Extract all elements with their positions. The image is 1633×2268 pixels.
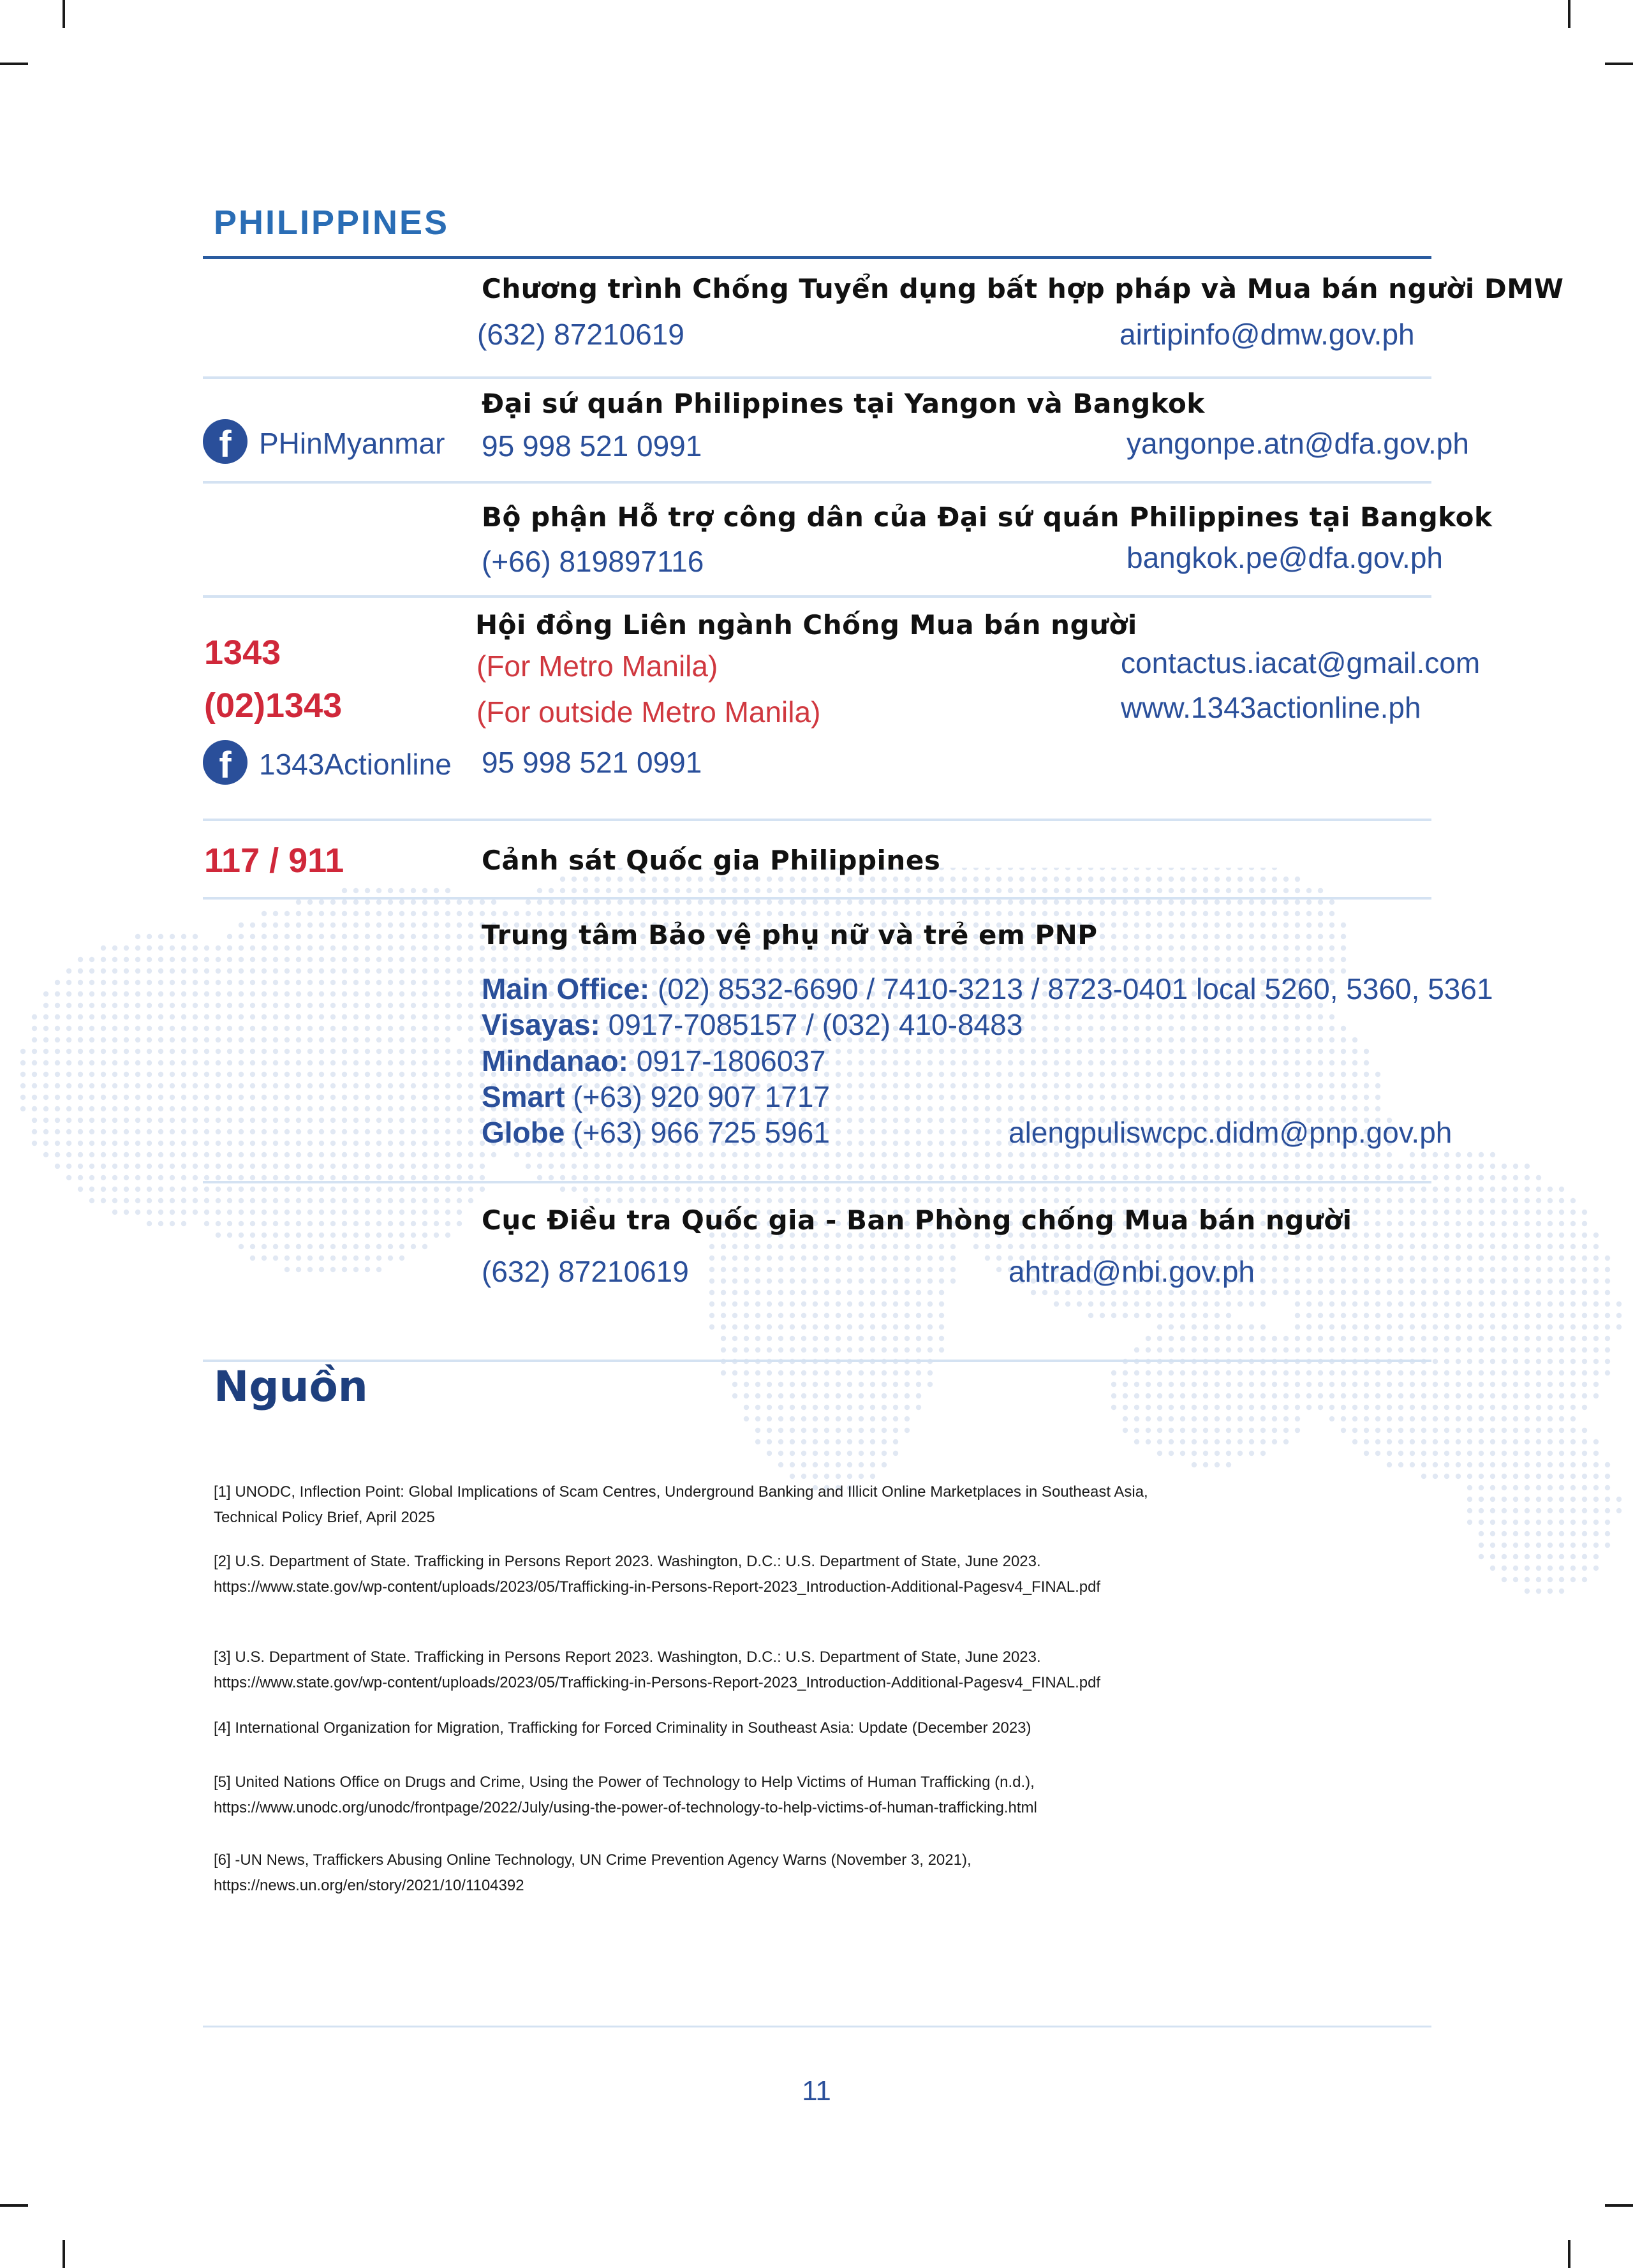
facebook-icon: f <box>203 419 248 464</box>
divider <box>203 481 1431 484</box>
wcpc-line-value: 0917-1806037 <box>628 1044 826 1078</box>
reference-5 <box>214 1770 1037 1821</box>
entry-title-wcpc: Trung tâm Bảo vệ phụ nữ và trẻ em PNP <box>482 919 1098 951</box>
wcpc-smart[interactable] <box>482 1079 830 1114</box>
reference-line[interactable]: https://www.state.gov/wp-content/uploads/2023/05/Trafficking-in-Persons-Report-2023_Introduction-Additional-Pagesv4_FINAL.pdf <box>214 1674 1101 1691</box>
divider <box>203 819 1431 821</box>
facebook-icon: f <box>203 740 248 785</box>
entry-title-dmw: Chương trình Chống Tuyển dụng bất hợp pháp và Mua bán người DMW <box>482 273 1564 304</box>
phone-citizen-support[interactable]: (+66) 819897116 <box>482 545 704 578</box>
phone-embassy[interactable]: 95 998 521 0991 <box>482 429 702 463</box>
reference-line: [3] U.S. Department of State. Trafficking in Persons Report 2023. Washington, D.C.: U.S. Department of State, June 2023. <box>214 1649 1041 1666</box>
wcpc-line-value: (+63) 920 907 1717 <box>565 1080 831 1113</box>
crop-mark <box>1605 63 1633 65</box>
crop-mark <box>1605 2204 1633 2207</box>
wcpc-line-label: Smart <box>482 1080 565 1113</box>
wcpc-line-label: Main Office: <box>482 972 650 1005</box>
divider <box>203 897 1431 900</box>
reference-line[interactable]: https://www.state.gov/wp-content/uploads/2023/05/Trafficking-in-Persons-Report-2023_Introduction-Additional-Pagesv4_FINAL.pdf <box>214 1578 1101 1596</box>
crop-mark <box>1568 0 1570 28</box>
email-iacat[interactable]: contactus.iacat@gmail.com <box>1121 646 1481 679</box>
reference-1 <box>214 1479 1148 1531</box>
wcpc-line-value: (+63) 966 725 5961 <box>565 1116 830 1149</box>
email-embassy[interactable]: yangonpe.atn@dfa.gov.ph <box>1127 427 1469 460</box>
divider <box>203 595 1431 598</box>
note-outside-metro-manila: (For outside Metro Manila) <box>477 695 821 729</box>
sources-title: Nguồn <box>214 1362 368 1411</box>
entry-title-nbi: Cục Điều tra Quốc gia - Ban Phòng chống Mua bán người <box>482 1204 1352 1236</box>
wcpc-line-value: (02) 8532-6690 / 7410-3213 / 8723-0401 local 5260, 5360, 5361 <box>649 972 1493 1005</box>
reference-3 <box>214 1645 1100 1696</box>
reference-line[interactable]: https://www.unodc.org/unodc/frontpage/2022/July/using-the-power-of-technology-to-help-victims-of-human-trafficking.html <box>214 1799 1037 1816</box>
phone-iacat[interactable]: 95 998 521 0991 <box>482 746 702 779</box>
page-number: 11 <box>802 2075 831 2107</box>
note-metro-manila: (For Metro Manila) <box>477 649 718 683</box>
divider <box>203 1360 1431 1362</box>
reference-line: [4] International Organization for Migration, Trafficking for Forced Criminality in Southeast Asia: Update (December 2023) <box>214 1719 1031 1737</box>
wcpc-mindanao[interactable] <box>482 1044 826 1078</box>
entry-title-iacat: Hội đồng Liên ngành Chống Mua bán người <box>475 609 1137 641</box>
divider <box>203 1181 1431 1183</box>
reference-line: Technical Policy Brief, April 2025 <box>214 1509 435 1526</box>
crop-mark <box>1568 2240 1570 2268</box>
divider <box>203 376 1431 379</box>
reference-line: [6] -UN News, Traffickers Abusing Online Technology, UN Crime Prevention Agency Warns (November 3, 2021), <box>214 1851 972 1869</box>
crop-mark <box>0 2204 28 2207</box>
section-title: PHILIPPINES <box>214 204 450 242</box>
reference-line: [2] U.S. Department of State. Trafficking in Persons Report 2023. Washington, D.C.: U.S. Department of State, June 2023. <box>214 1553 1041 1570</box>
crop-mark <box>63 0 65 28</box>
reference-line: [1] UNODC, Inflection Point: Global Implications of Scam Centres, Underground Banking and Illicit Online Marketplaces in Southeast Asia, <box>214 1483 1148 1501</box>
wcpc-main-office[interactable] <box>482 972 1493 1006</box>
entry-title-embassy: Đại sứ quán Philippines tại Yangon và Bangkok <box>482 388 1205 419</box>
wcpc-globe[interactable] <box>482 1115 830 1150</box>
reference-line: [5] United Nations Office on Drugs and Crime, Using the Power of Technology to Help Victims of Human Trafficking (n.d.), <box>214 1774 1035 1791</box>
reference-4 <box>214 1716 1031 1741</box>
website-iacat[interactable]: www.1343actionline.ph <box>1121 691 1421 724</box>
email-dmw[interactable]: airtipinfo@dmw.gov.ph <box>1119 318 1415 351</box>
wcpc-line-label: Globe <box>482 1116 565 1149</box>
hotline-1343[interactable]: 1343 <box>204 634 281 672</box>
phone-dmw[interactable]: (632) 87210619 <box>477 318 684 351</box>
reference-line[interactable]: https://news.un.org/en/story/2021/10/1104392 <box>214 1877 524 1894</box>
phone-nbi[interactable]: (632) 87210619 <box>482 1255 689 1288</box>
reference-6 <box>214 1848 972 1899</box>
entry-title-citizen-support: Bộ phận Hỗ trợ công dân của Đại sứ quán Philippines tại Bangkok <box>482 501 1493 533</box>
footer-rule <box>203 2026 1431 2027</box>
facebook-handle-phinmyanmar[interactable]: PHinMyanmar <box>259 427 445 460</box>
section-rule <box>203 256 1431 259</box>
email-citizen-support[interactable]: bangkok.pe@dfa.gov.ph <box>1127 541 1443 574</box>
crop-mark <box>0 63 28 65</box>
hotline-02-1343[interactable]: (02)1343 <box>204 686 343 725</box>
entry-title-pnp: Cảnh sát Quốc gia Philippines <box>482 845 941 876</box>
wcpc-line-label: Mindanao: <box>482 1044 628 1078</box>
wcpc-line-label: Visayas: <box>482 1008 600 1041</box>
crop-mark <box>63 2240 65 2268</box>
email-nbi[interactable]: ahtrad@nbi.gov.ph <box>1009 1255 1255 1288</box>
email-wcpc[interactable]: alengpuliswcpc.didm@pnp.gov.ph <box>1009 1116 1452 1149</box>
facebook-handle-1343actionline[interactable]: 1343Actionline <box>259 748 452 781</box>
hotline-117-911[interactable]: 117 / 911 <box>204 841 344 880</box>
wcpc-line-value: 0917-7085157 / (032) 410-8483 <box>600 1008 1023 1041</box>
reference-2 <box>214 1549 1100 1600</box>
wcpc-visayas[interactable] <box>482 1007 1023 1042</box>
